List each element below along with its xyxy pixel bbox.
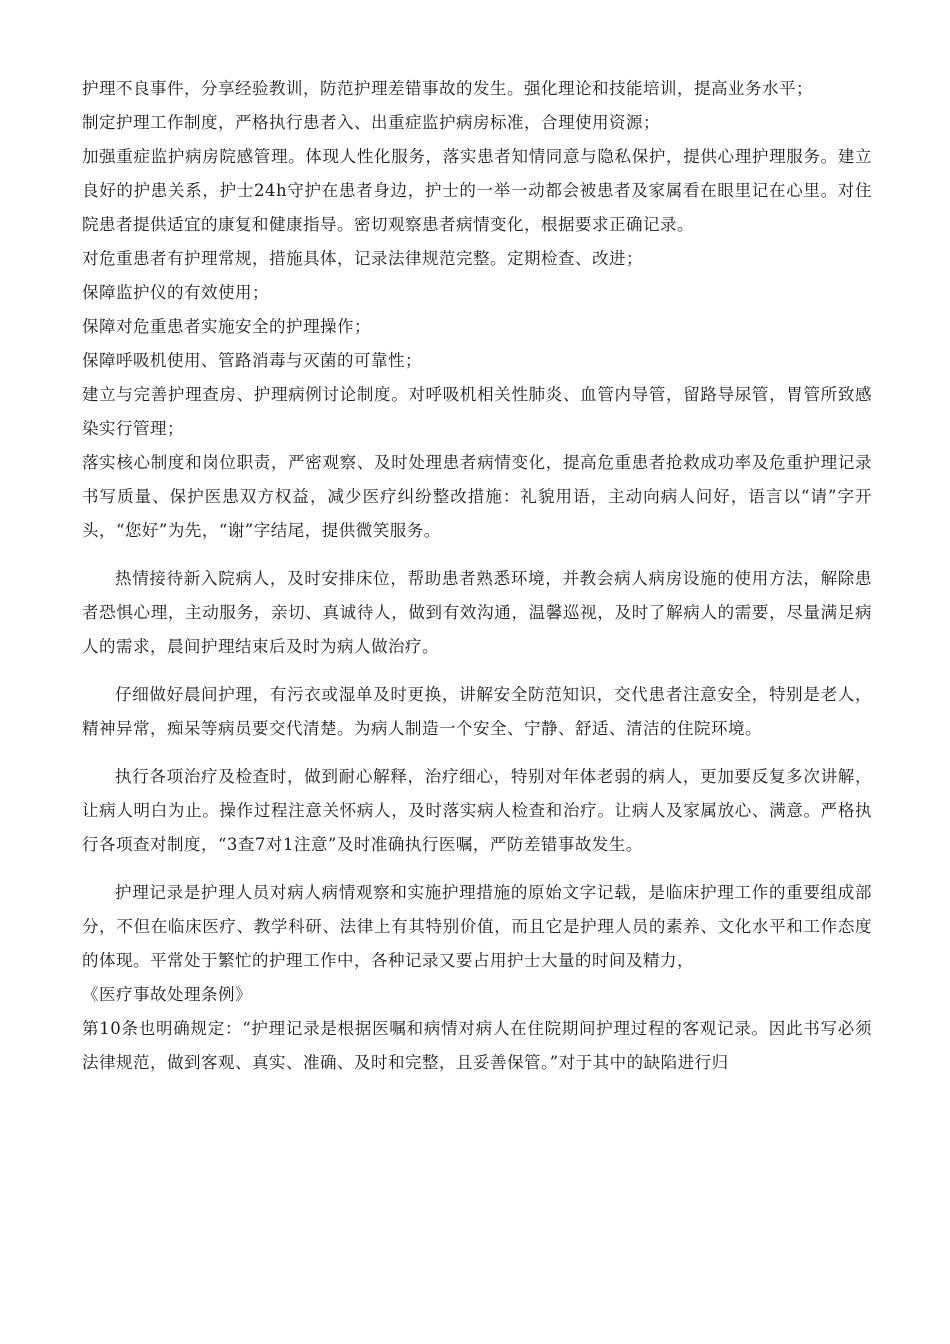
document-page (82, 72, 872, 1080)
text-line: 第10条也明确规定：“护理记录是根据医嘱和病情对病人在住院期间护理过程的客观记录。因此书写必须法律规范，做到客观、真实、准确、及时和完整，且妥善保管。”对于其中的缺陷进行归 (82, 1019, 872, 1072)
text-line: 保障呼吸机使用、管路消毒与灭菌的可靠性； (82, 351, 422, 370)
paragraph: 仔细做好晨间护理，有污衣或湿单及时更换，讲解安全防范知识，交代患者注意安全，特别是老人，精神异常，痴呆等病员要交代清楚。为病人制造一个安全、宁静、舒适、清洁的住院环境。 (82, 685, 872, 738)
text-line: 加强重症监护病房院感管理。体现人性化服务，落实患者知情同意与隐私保护，提供心理护理服务。建立良好的护患关系，护士24h守护在患者身边，护士的一举一动都会被患者及家属看在眼里记在心里。对住院患者提供适宜的康复和健康指导。密切观察患者病情变化，根据要求正确记录。 (82, 147, 872, 234)
paragraph: 护理记录是护理人员对病人病情观察和实施护理措施的原始文字记载，是临床护理工作的重要组成部分，不但在临床医疗、教学科研、法律上有其特别价值，而且它是护理人员的素养、文化水平和工作态度的体现。平常处于繁忙的护理工作中，各种记录又要占用护士大量的时间及精力， (82, 883, 872, 970)
text-line: 《医疗事故处理条例》 (82, 985, 252, 1004)
text-line: 保障对危重患者实施安全的护理操作； (82, 317, 371, 336)
text-line: 制定护理工作制度，严格执行患者入、出重症监护病房标准，合理使用资源； (82, 113, 660, 132)
paragraph: 执行各项治疗及检查时，做到耐心解释，治疗细心，特别对年体老弱的病人，更加要反复多次讲解，让病人明白为止。操作过程注意关怀病人，及时落实病人检查和治疗。让病人及家属放心、满意。严格执行各项查对制度，“3查7对1注意”及时准确执行医嘱，严防差错事故发生。 (82, 767, 872, 854)
paragraph: 热情接待新入院病人，及时安排床位，帮助患者熟悉环境，并教会病人病房设施的使用方法，解除患者恐惧心理，主动服务，亲切、真诚待人，做到有效沟通，温馨巡视，及时了解病人的需要，尽量满足病人的需求，晨间护理结束后及时为病人做治疗。 (82, 569, 872, 656)
text-line: 落实核心制度和岗位职责，严密观察、及时处理患者病情变化，提高危重患者抢救成功率及危重护理记录书写质量、保护医患双方权益，减少医疗纠纷整改措施：礼貌用语，主动向病人问好，语言以“请”字开头，“您好”为先，“谢”字结尾，提供微笑服务。 (82, 453, 872, 540)
text-line: 建立与完善护理查房、护理病例讨论制度。对呼吸机相关性肺炎、血管内导管，留路导尿管，胃管所致感染实行管理； (82, 385, 872, 438)
text-line: 护理不良事件，分享经验教训，防范护理差错事故的发生。强化理论和技能培训，提高业务水平； (82, 79, 813, 98)
text-line: 对危重患者有护理常规，措施具体，记录法律规范完整。定期检查、改进； (82, 249, 643, 268)
text-line: 保障监护仪的有效使用； (82, 283, 269, 302)
